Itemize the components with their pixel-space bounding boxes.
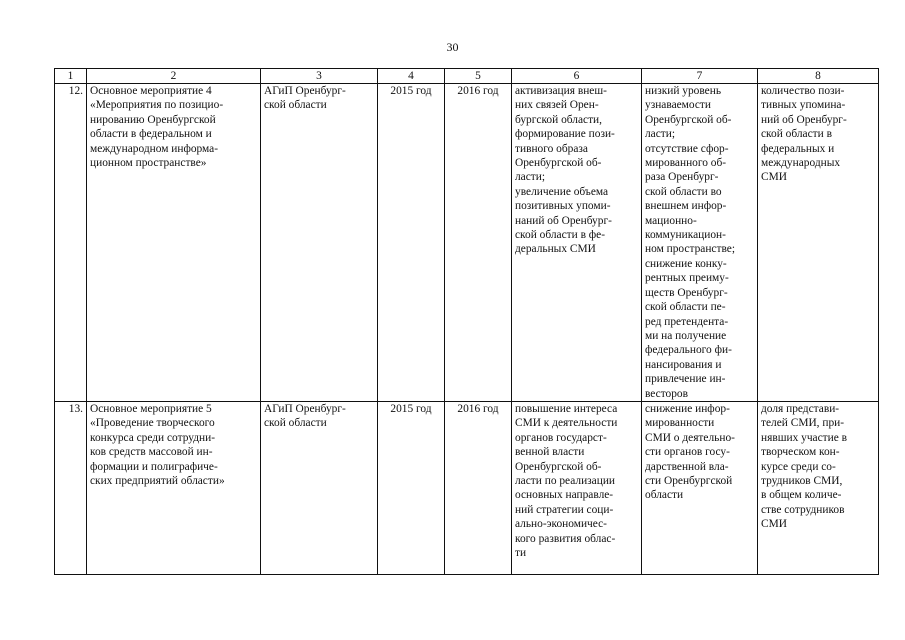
header-col-7: 7 (642, 69, 758, 84)
indicator: количество пози- тивных упомина- ний об Оренбург- ской области в федеральных и международных СМИ (758, 84, 879, 402)
indicator: доля представи- телей СМИ, при- нявших участие в творческом кон- курсе среди со- трудников СМИ, в общем количе- стве сотрудников СМИ (758, 401, 879, 574)
table-row (55, 401, 879, 574)
header-col-3: 3 (261, 69, 378, 84)
row-number: 12. (55, 84, 87, 402)
header-col-4: 4 (378, 69, 445, 84)
start-year: 2015 год (378, 401, 445, 574)
consequences: снижение инфор- мированности СМИ о деятельно- сти органов госу- дарственной вла- сти Оренбургской области (642, 401, 758, 574)
header-col-2: 2 (87, 69, 261, 84)
start-year: 2015 год (378, 84, 445, 402)
row-number: 13. (55, 401, 87, 574)
expected-result: активизация внеш- них связей Орен- бургской области, формирование пози- тивного образа Оренбургской об- ласти; увеличение объема позитивных упоми- наний об Оренбург- ской области в фе- деральных СМИ (512, 84, 642, 402)
measures-table (54, 68, 879, 575)
measure-name: Основное мероприятие 5 «Проведение творческого конкурса среди сотрудни- ков средств массовой ин- формации и полиграфиче- ских предприятий области» (87, 401, 261, 574)
end-year: 2016 год (445, 401, 512, 574)
header-col-5: 5 (445, 69, 512, 84)
page-number: 30 (446, 40, 459, 54)
header-col-6: 6 (512, 69, 642, 84)
header-col-8: 8 (758, 69, 879, 84)
header-col-1: 1 (55, 69, 87, 84)
expected-result: повышение интереса СМИ к деятельности органов государст- венной власти Оренбургской об- ласти по реализации основных направле- ний стратегии соци- ально-экономичес- кого развития облас- ти (512, 401, 642, 574)
executor: АГиП Оренбург- ской области (261, 84, 378, 402)
table-row (55, 84, 879, 402)
header-row (55, 69, 879, 84)
executor: АГиП Оренбург- ской области (261, 401, 378, 574)
table-header (55, 69, 879, 84)
measure-name: Основное мероприятие 4 «Мероприятия по позицио- нированию Оренбургской области в федеральном и международном информа- ционном пространстве» (87, 84, 261, 402)
end-year: 2016 год (445, 84, 512, 402)
consequences: низкий уровень узнаваемости Оренбургской об- ласти; отсутствие сфор- мированного об- раза Оренбург- ской области во внешнем инфор- мационно- коммуникацион- ном пространстве; снижение конку- рентных преиму- ществ Оренбург- ской области пе- ред претендента- ми на получение федерального фи- нансирования и привлечение ин- весторов (642, 84, 758, 402)
